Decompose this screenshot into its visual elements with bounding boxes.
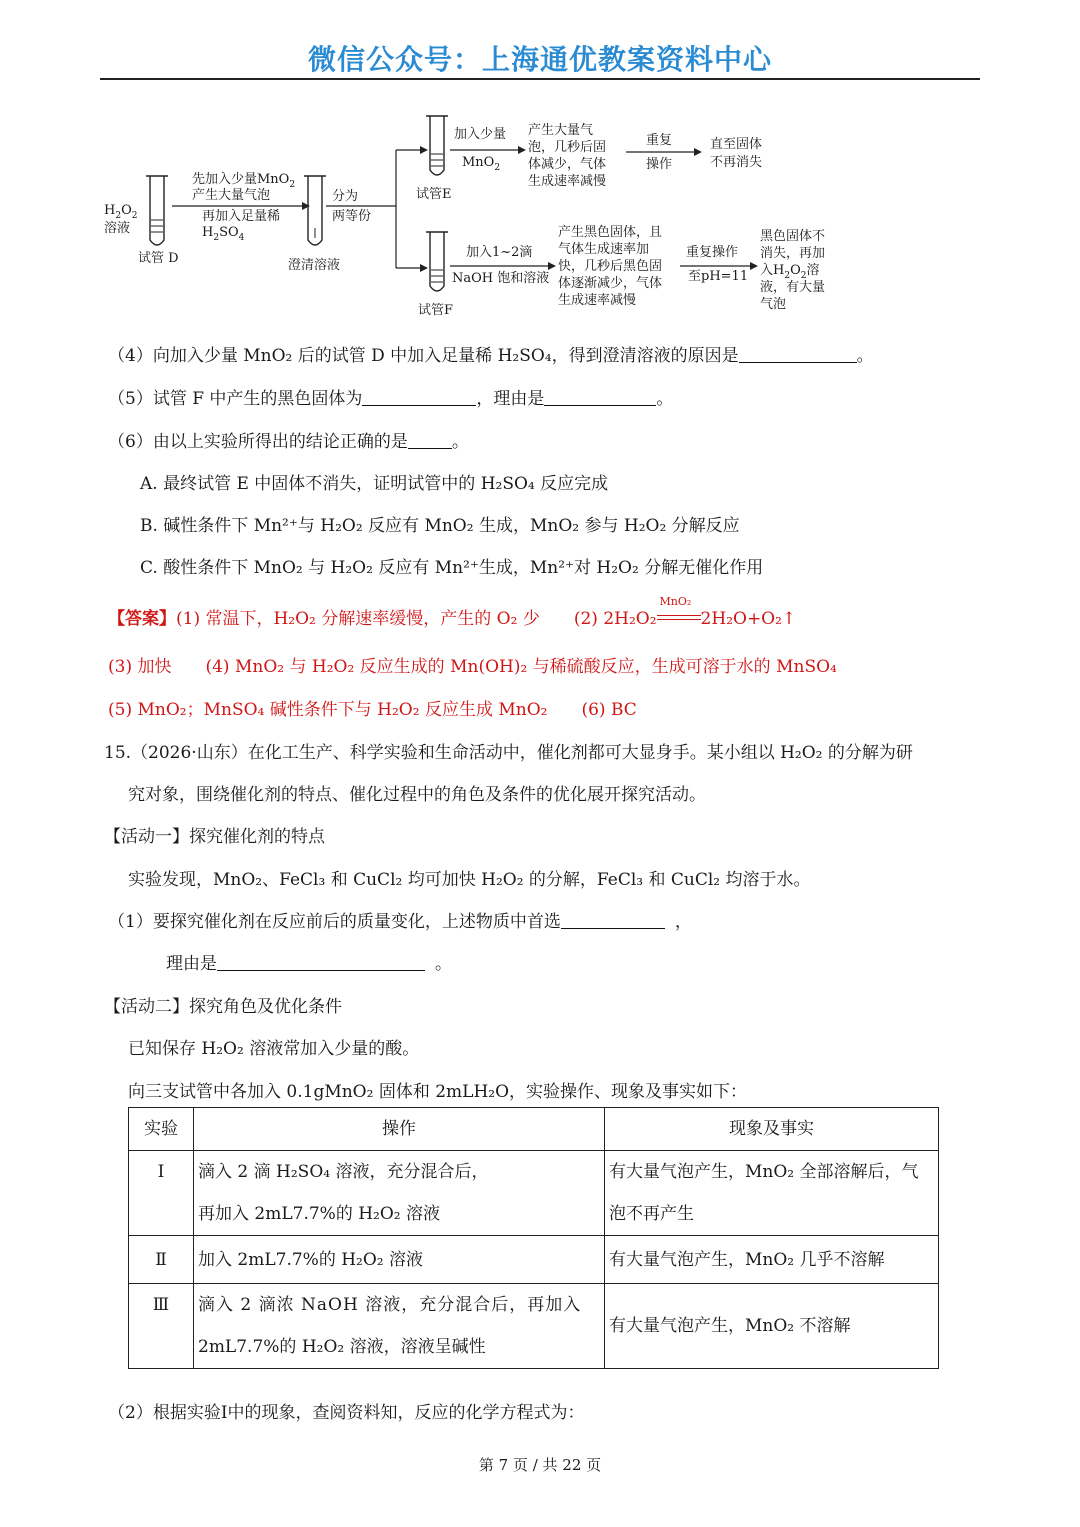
e-result-line4: 生成速率减慢: [528, 174, 607, 189]
test-tube-f: [426, 232, 448, 291]
catalyzed-arrow: [657, 595, 701, 625]
answer-blank[interactable]: [408, 432, 452, 449]
f-add-line2: NaOH 饱和溶液: [452, 271, 550, 286]
split-line2: 两等份: [332, 209, 372, 224]
page-footer: 第 7 页 / 共 22 页: [478, 1456, 602, 1474]
clear-solution-tube: [304, 176, 326, 245]
f-repeat-line1: 重复操作: [686, 245, 739, 260]
question-4: [108, 341, 874, 366]
answer-tag: 【答案】: [108, 609, 176, 629]
question-6-end: 。: [451, 432, 469, 452]
result-line: 有大量气泡产生，MnO₂ 全部溶解后，气: [609, 1162, 919, 1182]
e-add-line2: MnO$_2$: [462, 155, 501, 173]
question-15-2: （2）根据实验Ⅰ中的现象，查阅资料知，反应的化学方程式为：: [108, 1403, 585, 1423]
answer-line-3: (5) MnO₂；MnSO₄ 碱性条件下与 H₂O₂ 反应生成 MnO₂ (6) BC: [108, 700, 637, 720]
f-final-line2: 消失，再加: [760, 246, 826, 261]
table-cell-operation: 加入 2mL7.7%的 H₂O₂ 溶液: [194, 1236, 605, 1284]
e-add-line1: 加入少量: [454, 127, 507, 142]
step1-line3: 再加入足量稀: [202, 209, 281, 224]
step1-line2: 产生大量气泡: [192, 188, 271, 203]
table-header-cell: 实验: [129, 1108, 194, 1151]
answer-blank[interactable]: [561, 912, 665, 929]
question-15-1-reason: [166, 949, 452, 974]
test-tube-e: [426, 116, 448, 175]
activity-1-text: 实验发现，MnO₂、FeCl₃ 和 CuCl₂ 均可加快 H₂O₂ 的分解，FeCl₃ 和 CuCl₂ 均溶于水。: [128, 870, 811, 890]
table-header-cell: 现象及事实: [605, 1108, 939, 1151]
answer-blank[interactable]: [362, 389, 476, 406]
f-final-line4: 液，有大量: [760, 280, 826, 295]
table-header-row: [129, 1108, 939, 1151]
operation-line: 再加入 2mL7.7%的 H₂O₂ 溶液: [198, 1204, 441, 1224]
answer-line-1: [108, 595, 797, 629]
h2o2-label: $H_2O_2$: [104, 203, 138, 221]
table-cell-result: 有大量气泡产生，MnO₂ 不溶解: [605, 1284, 939, 1369]
question-15-1: [108, 907, 692, 932]
f-result-line3: 快，几秒后黑色固: [558, 259, 663, 274]
catalyst-label: MnO₂: [659, 595, 692, 608]
table-cell-operation: [194, 1284, 605, 1369]
operation-line: 滴入 2 滴浓 NaOH 溶液，充分混合后，再加入: [198, 1295, 582, 1315]
experiment-table: [128, 1107, 939, 1369]
result-line: 泡不再产生: [609, 1204, 694, 1224]
question-15-1-text: （1）要探究催化剂在反应前后的质量变化，上述物质中首选: [108, 912, 561, 932]
option-b: B. 碱性条件下 Mn²⁺与 H₂O₂ 反应有 MnO₂ 生成，MnO₂ 参与 H₂O₂ 分解反应: [140, 516, 740, 536]
question-5-end: 。: [656, 389, 674, 409]
f-add-line1: 加入1~2滴: [466, 245, 533, 260]
e-result-line1: 产生大量气: [528, 123, 594, 138]
question-4-end: 。: [856, 346, 874, 366]
option-a: A. 最终试管 E 中固体不消失，证明试管中的 H₂SO₄ 反应完成: [140, 474, 609, 494]
header-rule: [100, 78, 980, 80]
f-final-line5: 气泡: [760, 297, 787, 312]
table-header-cell: 操作: [194, 1108, 605, 1151]
tube-d-label: 试管 D: [138, 251, 179, 266]
reason-label: 理由是: [166, 954, 217, 974]
f-final-line3: 入$H_2O_2$溶: [760, 263, 820, 281]
f-repeat-line2: 至pH=11: [688, 269, 749, 284]
answer-text-1: (1) 常温下，H₂O₂ 分解速率缓慢，产生的 O₂ 少 (2) 2H₂O₂: [176, 609, 657, 629]
question-5: [108, 384, 673, 409]
tube-f-label: 试管F: [418, 303, 454, 318]
table-row: [129, 1151, 939, 1236]
table-cell-result: 有大量气泡产生，MnO₂ 几乎不溶解: [605, 1236, 939, 1284]
activity-2-text-1: 已知保存 H₂O₂ 溶液常加入少量的酸。: [128, 1039, 420, 1059]
answer-blank[interactable]: [544, 389, 656, 406]
answer-product: 2H₂O+O₂↑: [700, 609, 797, 629]
answer-blank[interactable]: [739, 346, 857, 363]
f-result-line1: 产生黑色固体，且: [558, 225, 663, 240]
question-4-text: （4）向加入少量 MnO₂ 后的试管 D 中加入足量稀 H₂SO₄，得到澄清溶液的原因是: [108, 346, 739, 366]
answer-line-2: (3) 加快 (4) MnO₂ 与 H₂O₂ 反应生成的 Mn(OH)₂ 与稀硫酸反应，生成可溶于水的 MnSO₄: [108, 657, 837, 677]
reason-end: 。: [435, 954, 452, 974]
split-line1: 分为: [332, 189, 359, 204]
e-result-line2: 泡，几秒后固: [528, 140, 607, 155]
question-6-text: （6）由以上实验所得出的结论正确的是: [108, 432, 408, 452]
f-result-line2: 气体生成速率加: [558, 242, 650, 257]
activity-2-text-2: 向三支试管中各加入 0.1gMnO₂ 固体和 2mLH₂O，实验操作、现象及事实如下：: [128, 1082, 748, 1102]
f-final-line1: 黑色固体不: [760, 229, 826, 244]
equals-double-line: [657, 615, 701, 620]
table-cell-operation: [194, 1151, 605, 1236]
e-final-line1: 直至固体: [710, 137, 763, 152]
e-result-line3: 体减少，气体: [528, 157, 607, 172]
tube-e-label: 试管E: [416, 187, 452, 202]
experiment-flow-diagram: [100, 110, 860, 325]
table-row: [129, 1284, 939, 1369]
operation-line: 2mL7.7%的 H₂O₂ 溶液，溶液呈碱性: [198, 1337, 486, 1357]
test-tube-d: [146, 176, 168, 245]
step1-line4: $H_2SO_4$: [202, 225, 245, 243]
h2o2-solution-label: 溶液: [104, 221, 131, 236]
e-repeat-line2: 操作: [646, 157, 673, 172]
step1-line1: 先加入少量MnO$_2$: [192, 172, 296, 190]
operation-line: 滴入 2 滴 H₂SO₄ 溶液，充分混合后，: [198, 1162, 489, 1182]
question-5-reason: ，理由是: [476, 389, 545, 409]
question-5-text: （5）试管 F 中产生的黑色固体为: [108, 389, 363, 409]
header-title: 微信公众号：上海通优教案资料中心: [307, 43, 772, 76]
question-15-1-comma: ，: [674, 912, 692, 932]
activity-2-heading: 【活动二】探究角色及优化条件: [104, 997, 342, 1017]
e-repeat-line1: 重复: [646, 133, 673, 148]
e-final-line2: 不再消失: [710, 155, 763, 170]
table-cell-result: [605, 1151, 939, 1236]
table-cell-id: Ⅱ: [129, 1236, 194, 1284]
answer-blank[interactable]: [217, 954, 425, 971]
question-6: [108, 427, 469, 452]
table-cell-id: Ⅰ: [129, 1151, 194, 1236]
table-cell-id: Ⅲ: [129, 1284, 194, 1369]
question-15-line2: 究对象，围绕催化剂的特点、催化过程中的角色及条件的优化展开探究活动。: [128, 785, 706, 805]
table-row: [129, 1236, 939, 1284]
question-15-line1: 15.（2026·山东）在化工生产、科学实验和生命活动中，催化剂都可大显身手。某小组以 H₂O₂ 的分解为研: [104, 743, 913, 763]
option-c: C. 酸性条件下 MnO₂ 与 H₂O₂ 反应有 Mn²⁺生成，Mn²⁺对 H₂O₂ 分解无催化作用: [140, 558, 764, 578]
f-result-line4: 体逐渐减少，气体: [558, 276, 663, 291]
clear-solution-label: 澄清溶液: [288, 258, 341, 273]
activity-1-heading: 【活动一】探究催化剂的特点: [104, 827, 325, 847]
f-result-line5: 生成速率减慢: [558, 293, 637, 308]
